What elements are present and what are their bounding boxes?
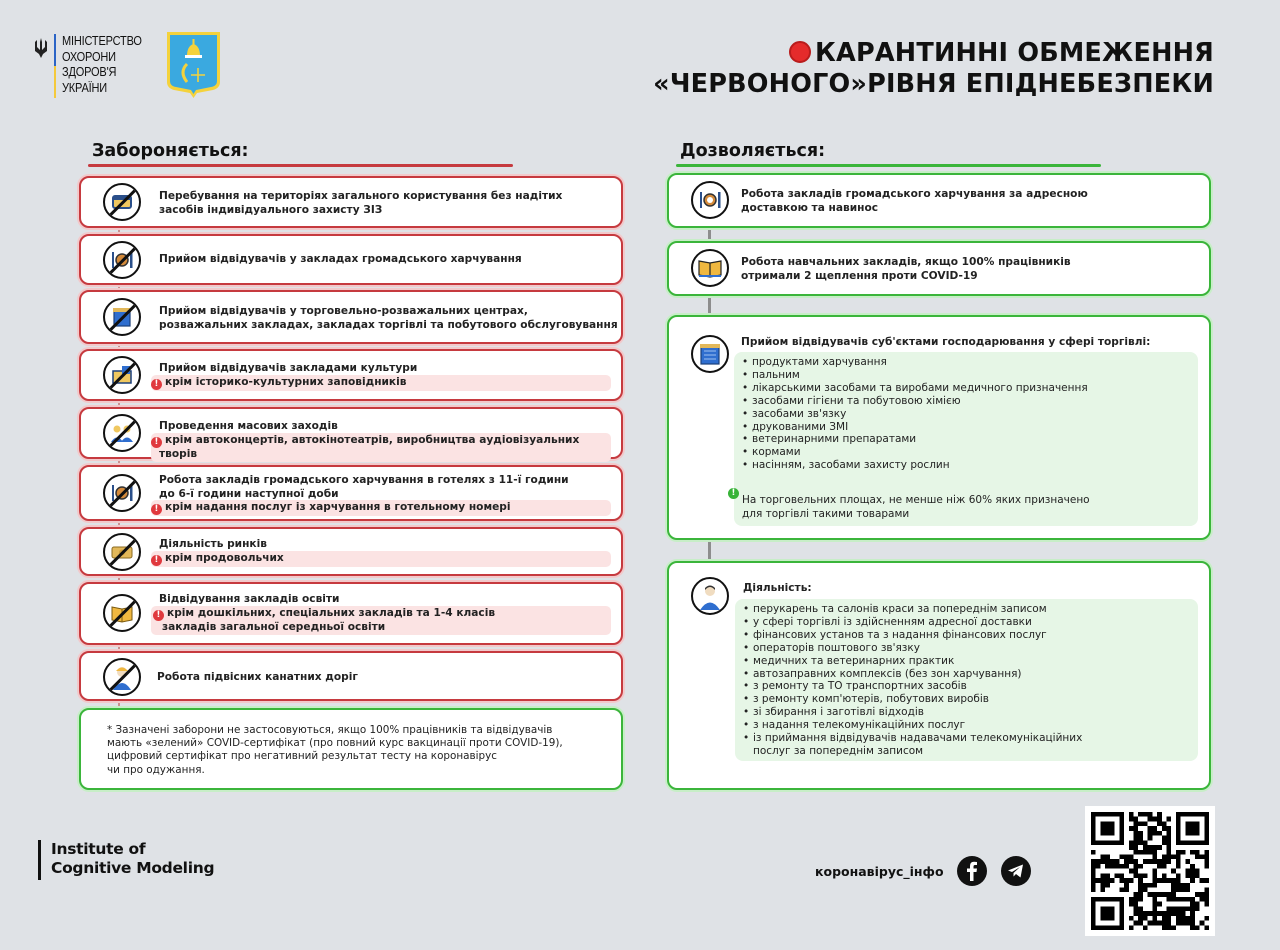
title-line-2: «ЧЕРВОНОГО»РІВНЯ ЕПІДНЕБЕЗПЕКИ [653, 69, 1214, 99]
list-item: • з надання телекомунікаційних послуг [743, 719, 1198, 732]
list-item: • автозаправних комплексів (без зон харчування) [743, 668, 1198, 681]
telegram-icon[interactable] [1001, 856, 1031, 886]
ministry-line: ЗДОРОВ'Я [62, 65, 117, 79]
school-prohibited-icon [103, 594, 141, 632]
activity-title: Діяльність: [743, 582, 812, 594]
ministry-color-bar [54, 34, 56, 98]
title-line-1: КАРАНТИННІ ОБМЕЖЕННЯ [815, 38, 1214, 68]
item-text: до 6-ї години наступної доби [159, 487, 339, 500]
book-icon [691, 249, 729, 287]
cinema-prohibited-icon [103, 356, 141, 394]
item-text: Перебування на територіях загального користування без надітих [159, 190, 563, 202]
institute-name-line: Institute of [51, 840, 146, 858]
trade-allowed-card [667, 315, 1211, 540]
institute-name-line: Cognitive Modeling [51, 859, 215, 877]
list-item: • лікарськими засобами та виробами медичного призначення [742, 382, 1198, 395]
item-text: Діяльність ринків [159, 538, 267, 550]
crowd-prohibited-icon [103, 414, 141, 452]
trade-list-box [731, 352, 1198, 526]
institute-bar [38, 840, 41, 880]
item-text: доставкою та навинос [741, 201, 879, 214]
list-item: • фінансових установ та з надання фінансових послуг [743, 629, 1198, 642]
list-item: • пальним [742, 369, 1198, 382]
item-text: засобів індивідуального захисту ЗІЗ [159, 203, 383, 216]
item-text: отримали 2 щеплення проти COVID-19 [741, 269, 978, 282]
list-item: • кормами [742, 446, 1198, 459]
allowed-item [667, 241, 1211, 296]
ministry-line: МІНІСТЕРСТВО [62, 34, 142, 48]
restaurant-prohibited-icon [103, 241, 141, 279]
exception-note [151, 606, 611, 635]
mask-prohibited-icon [103, 183, 141, 221]
page-title [653, 38, 1214, 100]
exclamation-icon: ! [153, 610, 164, 621]
item-text: Робота навчальних закладів, якщо 100% працівників [741, 256, 1071, 268]
exception-text: крім надання послуг із харчування в готельному номері [165, 501, 511, 513]
list-item: • з ремонту комп'ютерів, побутових виробів [743, 693, 1198, 706]
trade-list [742, 356, 1198, 472]
exception-note [151, 375, 611, 391]
list-item: • медичних та ветеринарних практик [743, 655, 1198, 668]
exception-note [151, 551, 611, 567]
trade-note-text: для торгівлі такими товарами [742, 507, 910, 520]
exception-text: крім автоконцертів, автокінотеатрів, виробництва аудіовізуальних творів [159, 434, 580, 460]
list-item: • перукарень та салонів краси за попереднім записом [743, 603, 1198, 616]
allowed-underline [676, 164, 1101, 167]
list-item: • з ремонту та ТО транспортних засобів [743, 680, 1198, 693]
exception-text: крім продовольчих [165, 552, 284, 564]
list-item: • засобами зв'язку [742, 408, 1198, 421]
prohibited-heading: Забороняється: [92, 141, 249, 161]
activity-allowed-card [667, 561, 1211, 790]
ministry-name [62, 34, 142, 96]
item-text: Прийом відвідувачів у закладах громадського харчування [159, 253, 522, 265]
prohibited-item [79, 234, 623, 285]
prohibited-item [79, 407, 623, 459]
item-text: Проведення масових заходів [159, 420, 338, 432]
institute-logo [38, 840, 214, 880]
item-text: Прийом відвідувачів у торговельно-розважальних центрах, [159, 305, 528, 317]
item-text: Робота підвісних канатних доріг [157, 671, 358, 683]
note-text: чи про одужання. [107, 763, 205, 776]
exclamation-icon: ! [728, 488, 739, 499]
item-text: Робота закладів громадського харчування в готелях з 11-ї години [159, 474, 569, 486]
prohibited-underline [88, 164, 513, 167]
market-prohibited-icon [103, 533, 141, 571]
note-text: мають «зелений» COVID-сертифікат (про повний курс вакцинації проти COVID-19), [107, 737, 563, 750]
exclamation-icon: ! [151, 555, 162, 566]
exception-note [151, 500, 611, 516]
exception-text: закладів загальної середньої освіти [162, 621, 386, 633]
exclamation-icon: ! [151, 437, 162, 448]
exception-note [151, 433, 611, 462]
list-item: • зі збирання і заготівлі відходів [743, 706, 1198, 719]
list-item: • продуктами харчування [742, 356, 1198, 369]
note-text: цифровий сертифікат про негативний результат тесту на коронавірус [107, 750, 498, 763]
ministry-line: УКРАЇНИ [62, 80, 108, 95]
list-item: • засобами гігієни та побутовою хімією [742, 395, 1198, 408]
list-item: • ветеринарними препаратами [742, 433, 1198, 446]
qr-code-image [1091, 812, 1209, 930]
trade-title: Прийом відвідувачів суб'єктами господарювання у сфері торгівлі: [741, 336, 1151, 348]
allowed-item [667, 173, 1211, 228]
worker-icon [691, 577, 729, 615]
list-item: • із приймання відвідувачів надавачами телекомунікаційних [743, 732, 1198, 745]
item-text: розважальних закладах, закладах торгівлі та побутового обслуговування [159, 318, 618, 331]
list-item: • друкованими ЗМІ [742, 421, 1198, 434]
exception-text: крім історико-культурних заповідників [165, 376, 407, 388]
exclamation-icon: ! [151, 379, 162, 390]
prohibited-item [79, 527, 623, 576]
restaurant-icon [691, 181, 729, 219]
activity-list-box [735, 599, 1198, 761]
ministry-logo [34, 34, 153, 98]
item-text: Прийом відвідувачів закладами культури [159, 362, 418, 374]
cable-car-prohibited-icon [103, 658, 141, 696]
exclamation-icon: ! [151, 504, 162, 515]
allowed-heading: Дозволяється: [680, 141, 826, 161]
list-item: • насінням, засобами захисту рослин [742, 459, 1198, 472]
store-icon [691, 335, 729, 373]
exception-text: крім дошкільних, спеціальних закладів та 1-4 класів [167, 607, 496, 619]
hotel-restaurant-prohibited-icon [103, 474, 141, 512]
list-item: послуг за попереднім записом [753, 744, 924, 757]
note-text: * Зазначені заборони не застосовуються, якщо 100% працівників та відвідувачів [107, 724, 553, 736]
item-text: Відвідування закладів освіти [159, 593, 340, 605]
city-crest-icon [165, 30, 222, 100]
ministry-line: ОХОРОНИ [62, 49, 116, 64]
prohibited-item [79, 465, 623, 521]
exemption-note [79, 708, 623, 790]
prohibited-item [79, 349, 623, 401]
prohibited-item [79, 582, 623, 645]
store-prohibited-icon [103, 298, 141, 336]
site-label[interactable]: коронавірус_інфо [815, 864, 944, 879]
trident-icon [34, 38, 48, 58]
prohibited-item [79, 290, 623, 344]
red-level-indicator-icon [789, 41, 811, 63]
prohibited-item [79, 176, 623, 228]
list-item: • у сфері торгівлі із здійсненням адресної доставки [743, 616, 1198, 629]
item-text: Робота закладів громадського харчування за адресною [741, 188, 1088, 200]
qr-code[interactable] [1085, 806, 1215, 936]
list-item: • операторів поштового зв'язку [743, 642, 1198, 655]
prohibited-item [79, 651, 623, 701]
activity-list [743, 603, 1198, 758]
facebook-icon[interactable] [957, 856, 987, 886]
trade-note-text: На торговельних площах, не менше ніж 60% яких призначено [742, 494, 1090, 506]
